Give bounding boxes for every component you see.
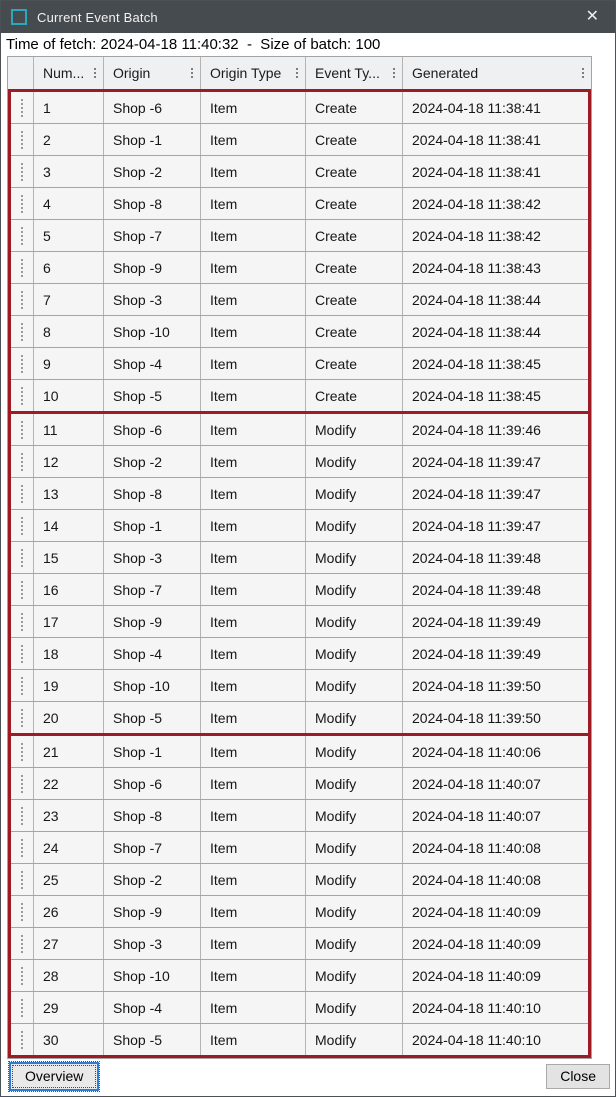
fetch-info-bar: [1, 33, 615, 56]
cell-event_type: Modify: [305, 510, 402, 541]
cell-event_type: Modify: [305, 478, 402, 509]
row-drag-handle-icon[interactable]: [21, 549, 23, 567]
cell-origin_type: Item: [200, 606, 305, 637]
cell-generated: 2024-04-18 11:40:07: [402, 768, 588, 799]
cell-event_type: Modify: [305, 670, 402, 701]
cell-generated: 2024-04-18 11:39:47: [402, 478, 588, 509]
cell-generated: 2024-04-18 11:40:09: [402, 928, 588, 959]
cell-origin_type: Item: [200, 800, 305, 831]
fetch-info-text: Time of fetch: 2024-04-18 11:40:32 - Size of batch: 100: [6, 36, 381, 53]
overview-button-label: Overview: [12, 1065, 96, 1088]
cell-num: 26: [33, 896, 103, 927]
cell-origin_type: Item: [200, 896, 305, 927]
cell-origin_type: Item: [200, 768, 305, 799]
cell-origin: Shop -6: [103, 414, 200, 445]
table-row[interactable]: [11, 701, 588, 733]
cell-num: 24: [33, 832, 103, 863]
cell-num: 11: [33, 414, 103, 445]
event-table: [7, 56, 592, 1059]
table-row[interactable]: [11, 315, 588, 347]
table-row[interactable]: [11, 283, 588, 315]
cell-generated: 2024-04-18 11:39:46: [402, 414, 588, 445]
row-drag-handle-icon[interactable]: [21, 807, 23, 825]
cell-origin: Shop -6: [103, 768, 200, 799]
cell-origin_type: Item: [200, 960, 305, 991]
cell-num: 30: [33, 1024, 103, 1055]
cell-origin: Shop -10: [103, 316, 200, 347]
cell-generated: 2024-04-18 11:38:44: [402, 316, 588, 347]
row-drag-handle-icon[interactable]: [21, 709, 23, 727]
row-handle-cell[interactable]: [11, 800, 33, 831]
cell-origin: Shop -4: [103, 348, 200, 379]
cell-event_type: Create: [305, 220, 402, 251]
row-drag-handle-icon[interactable]: [21, 1031, 23, 1049]
cell-origin: Shop -5: [103, 380, 200, 411]
cell-origin_type: Item: [200, 832, 305, 863]
cell-num: 15: [33, 542, 103, 573]
row-drag-handle-icon[interactable]: [21, 355, 23, 373]
cell-generated: 2024-04-18 11:40:09: [402, 960, 588, 991]
cell-event_type: Modify: [305, 896, 402, 927]
row-handle-cell[interactable]: [11, 736, 33, 767]
app-icon: [11, 9, 27, 25]
cell-origin_type: Item: [200, 252, 305, 283]
cell-origin_type: Item: [200, 928, 305, 959]
cell-num: 23: [33, 800, 103, 831]
table-row[interactable]: [11, 863, 588, 895]
cell-origin_type: Item: [200, 702, 305, 733]
cell-event_type: Create: [305, 252, 402, 283]
row-handle-cell[interactable]: [11, 606, 33, 637]
cell-origin_type: Item: [200, 446, 305, 477]
column-menu-icon[interactable]: [191, 68, 193, 78]
row-group: [8, 411, 591, 733]
cell-generated: 2024-04-18 11:40:08: [402, 864, 588, 895]
cell-origin_type: Item: [200, 864, 305, 895]
row-handle-cell[interactable]: [11, 92, 33, 123]
row-drag-handle-icon[interactable]: [21, 743, 23, 761]
row-handle-cell[interactable]: [11, 188, 33, 219]
cell-event_type: Modify: [305, 606, 402, 637]
cell-event_type: Modify: [305, 800, 402, 831]
row-handle-cell[interactable]: [11, 832, 33, 863]
cell-origin: Shop -3: [103, 542, 200, 573]
cell-event_type: Modify: [305, 638, 402, 669]
row-drag-handle-icon[interactable]: [21, 453, 23, 471]
cell-num: 10: [33, 380, 103, 411]
row-drag-handle-icon[interactable]: [21, 517, 23, 535]
cell-generated: 2024-04-18 11:39:49: [402, 638, 588, 669]
row-drag-handle-icon[interactable]: [21, 99, 23, 117]
row-drag-handle-icon[interactable]: [21, 485, 23, 503]
cell-origin: Shop -8: [103, 188, 200, 219]
cell-generated: 2024-04-18 11:38:44: [402, 284, 588, 315]
close-button[interactable]: Close: [546, 1064, 610, 1089]
cell-generated: 2024-04-18 11:39:48: [402, 574, 588, 605]
column-header-label: Origin Type: [210, 65, 282, 81]
cell-num: 16: [33, 574, 103, 605]
cell-event_type: Create: [305, 156, 402, 187]
cell-generated: 2024-04-18 11:38:42: [402, 220, 588, 251]
table-row[interactable]: [11, 1023, 588, 1055]
cell-generated: 2024-04-18 11:39:50: [402, 670, 588, 701]
cell-origin_type: Item: [200, 284, 305, 315]
table-row[interactable]: [11, 347, 588, 379]
table-row[interactable]: [11, 92, 588, 123]
cell-origin_type: Item: [200, 510, 305, 541]
cell-event_type: Create: [305, 316, 402, 347]
table-row[interactable]: [11, 959, 588, 991]
row-handle-cell[interactable]: [11, 316, 33, 347]
cell-origin: Shop -9: [103, 606, 200, 637]
cell-num: 2: [33, 124, 103, 155]
cell-num: 27: [33, 928, 103, 959]
table-row[interactable]: [11, 414, 588, 445]
column-header-label: Num...: [43, 65, 85, 81]
overview-button[interactable]: [9, 1062, 99, 1091]
table-row[interactable]: [11, 445, 588, 477]
cell-num: 18: [33, 638, 103, 669]
cell-origin: Shop -1: [103, 124, 200, 155]
cell-num: 13: [33, 478, 103, 509]
cell-event_type: Modify: [305, 702, 402, 733]
row-drag-handle-icon[interactable]: [21, 839, 23, 857]
cell-generated: 2024-04-18 11:40:10: [402, 992, 588, 1023]
cell-origin: Shop -8: [103, 800, 200, 831]
column-menu-icon[interactable]: [296, 68, 298, 78]
window-title: Current Event Batch: [37, 9, 158, 25]
cell-origin: Shop -3: [103, 284, 200, 315]
table-row[interactable]: [11, 573, 588, 605]
cell-num: 6: [33, 252, 103, 283]
table-row[interactable]: [11, 187, 588, 219]
cell-origin: Shop -2: [103, 156, 200, 187]
row-drag-handle-icon[interactable]: [21, 645, 23, 663]
table-row[interactable]: [11, 895, 588, 927]
cell-num: 3: [33, 156, 103, 187]
column-header-label: Generated: [412, 65, 479, 81]
row-group: [8, 89, 591, 411]
table-row[interactable]: [11, 379, 588, 411]
row-handle-cell[interactable]: [11, 864, 33, 895]
row-drag-handle-icon[interactable]: [21, 227, 23, 245]
cell-origin: Shop -5: [103, 1024, 200, 1055]
table-row[interactable]: [11, 767, 588, 799]
cell-generated: 2024-04-18 11:40:10: [402, 1024, 588, 1055]
cell-event_type: Create: [305, 124, 402, 155]
column-header-origin[interactable]: [103, 57, 200, 89]
row-drag-handle-icon[interactable]: [21, 323, 23, 341]
row-groups: [8, 89, 591, 1058]
cell-generated: 2024-04-18 11:38:43: [402, 252, 588, 283]
row-handle-cell[interactable]: [11, 542, 33, 573]
row-drag-handle-icon[interactable]: [21, 163, 23, 181]
table-row[interactable]: [11, 123, 588, 155]
cell-num: 14: [33, 510, 103, 541]
row-handle-cell[interactable]: [11, 1024, 33, 1055]
cell-origin_type: Item: [200, 124, 305, 155]
row-drag-handle-icon[interactable]: [21, 613, 23, 631]
cell-num: 20: [33, 702, 103, 733]
cell-origin_type: Item: [200, 478, 305, 509]
cell-event_type: Modify: [305, 768, 402, 799]
row-drag-handle-icon[interactable]: [21, 677, 23, 695]
column-header-origin-type[interactable]: [200, 57, 305, 89]
cell-generated: 2024-04-18 11:39:48: [402, 542, 588, 573]
table-row[interactable]: [11, 736, 588, 767]
row-handle-cell[interactable]: [11, 928, 33, 959]
row-drag-handle-icon[interactable]: [21, 259, 23, 277]
table-row[interactable]: [11, 831, 588, 863]
column-menu-icon[interactable]: [393, 68, 395, 78]
cell-generated: 2024-04-18 11:38:41: [402, 92, 588, 123]
cell-event_type: Create: [305, 380, 402, 411]
cell-num: 4: [33, 188, 103, 219]
row-handle-cell[interactable]: [11, 252, 33, 283]
cell-origin: Shop -1: [103, 736, 200, 767]
cell-origin_type: Item: [200, 670, 305, 701]
footer-bar: [1, 1059, 615, 1096]
cell-event_type: Modify: [305, 574, 402, 605]
row-handle-cell[interactable]: [11, 446, 33, 477]
cell-generated: 2024-04-18 11:40:06: [402, 736, 588, 767]
cell-origin: Shop -1: [103, 510, 200, 541]
row-drag-handle-icon[interactable]: [21, 967, 23, 985]
cell-event_type: Modify: [305, 414, 402, 445]
row-handle-cell[interactable]: [11, 992, 33, 1023]
cell-generated: 2024-04-18 11:38:45: [402, 380, 588, 411]
row-handle-cell[interactable]: [11, 768, 33, 799]
row-handle-cell[interactable]: [11, 574, 33, 605]
row-handle-cell[interactable]: [11, 414, 33, 445]
table-row[interactable]: [11, 219, 588, 251]
cell-num: 25: [33, 864, 103, 895]
cell-origin_type: Item: [200, 574, 305, 605]
cell-event_type: Modify: [305, 446, 402, 477]
table-row[interactable]: [11, 927, 588, 959]
cell-num: 8: [33, 316, 103, 347]
cell-origin: Shop -4: [103, 638, 200, 669]
column-header-handle: [8, 57, 33, 89]
cell-origin_type: Item: [200, 188, 305, 219]
cell-event_type: Create: [305, 188, 402, 219]
cell-event_type: Modify: [305, 992, 402, 1023]
cell-origin_type: Item: [200, 414, 305, 445]
row-drag-handle-icon[interactable]: [21, 387, 23, 405]
cell-origin: Shop -10: [103, 670, 200, 701]
table-row[interactable]: [11, 799, 588, 831]
cell-generated: 2024-04-18 11:38:41: [402, 124, 588, 155]
cell-generated: 2024-04-18 11:40:07: [402, 800, 588, 831]
row-drag-handle-icon[interactable]: [21, 871, 23, 889]
row-handle-cell[interactable]: [11, 702, 33, 733]
cell-num: 21: [33, 736, 103, 767]
column-header-label: Event Ty...: [315, 65, 380, 81]
cell-generated: 2024-04-18 11:39:47: [402, 446, 588, 477]
cell-event_type: Modify: [305, 832, 402, 863]
row-handle-cell[interactable]: [11, 478, 33, 509]
cell-origin: Shop -4: [103, 992, 200, 1023]
cell-generated: 2024-04-18 11:39:49: [402, 606, 588, 637]
row-handle-cell[interactable]: [11, 960, 33, 991]
row-drag-handle-icon[interactable]: [21, 935, 23, 953]
cell-origin_type: Item: [200, 542, 305, 573]
row-handle-cell[interactable]: [11, 638, 33, 669]
row-handle-cell[interactable]: [11, 284, 33, 315]
cell-event_type: Modify: [305, 928, 402, 959]
column-header-event-type[interactable]: [305, 57, 402, 89]
cell-generated: 2024-04-18 11:40:08: [402, 832, 588, 863]
cell-num: 19: [33, 670, 103, 701]
cell-event_type: Create: [305, 92, 402, 123]
cell-event_type: Modify: [305, 864, 402, 895]
cell-origin_type: Item: [200, 1024, 305, 1055]
table-header-row: [8, 57, 591, 89]
column-header-generated[interactable]: [402, 57, 591, 89]
cell-num: 9: [33, 348, 103, 379]
table-row[interactable]: [11, 541, 588, 573]
table-row[interactable]: [11, 637, 588, 669]
cell-origin: Shop -2: [103, 864, 200, 895]
cell-num: 22: [33, 768, 103, 799]
cell-event_type: Create: [305, 348, 402, 379]
row-drag-handle-icon[interactable]: [21, 421, 23, 439]
cell-generated: 2024-04-18 11:40:09: [402, 896, 588, 927]
column-header-num[interactable]: [33, 57, 103, 89]
cell-origin: Shop -8: [103, 478, 200, 509]
close-icon[interactable]: ✕: [585, 8, 599, 25]
cell-num: 28: [33, 960, 103, 991]
row-handle-cell[interactable]: [11, 670, 33, 701]
cell-generated: 2024-04-18 11:38:41: [402, 156, 588, 187]
cell-origin: Shop -5: [103, 702, 200, 733]
cell-origin: Shop -9: [103, 896, 200, 927]
table-row[interactable]: [11, 155, 588, 187]
row-drag-handle-icon[interactable]: [21, 581, 23, 599]
cell-origin_type: Item: [200, 220, 305, 251]
table-row[interactable]: [11, 477, 588, 509]
table-row[interactable]: [11, 509, 588, 541]
cell-origin: Shop -7: [103, 220, 200, 251]
cell-num: 5: [33, 220, 103, 251]
titlebar[interactable]: [1, 1, 615, 33]
row-drag-handle-icon[interactable]: [21, 903, 23, 921]
table-row[interactable]: [11, 251, 588, 283]
cell-event_type: Modify: [305, 736, 402, 767]
cell-origin_type: Item: [200, 156, 305, 187]
cell-event_type: Modify: [305, 1024, 402, 1055]
cell-event_type: Modify: [305, 960, 402, 991]
row-drag-handle-icon[interactable]: [21, 195, 23, 213]
table-row[interactable]: [11, 669, 588, 701]
cell-num: 1: [33, 92, 103, 123]
row-handle-cell[interactable]: [11, 156, 33, 187]
row-handle-cell[interactable]: [11, 510, 33, 541]
cell-origin_type: Item: [200, 638, 305, 669]
cell-generated: 2024-04-18 11:39:50: [402, 702, 588, 733]
cell-num: 7: [33, 284, 103, 315]
cell-origin_type: Item: [200, 92, 305, 123]
cell-num: 29: [33, 992, 103, 1023]
column-menu-icon[interactable]: [94, 68, 96, 78]
row-handle-cell[interactable]: [11, 380, 33, 411]
cell-num: 12: [33, 446, 103, 477]
table-row[interactable]: [11, 991, 588, 1023]
cell-event_type: Modify: [305, 542, 402, 573]
column-header-label: Origin: [113, 65, 151, 81]
row-handle-cell[interactable]: [11, 896, 33, 927]
table-row[interactable]: [11, 605, 588, 637]
row-drag-handle-icon[interactable]: [21, 999, 23, 1017]
cell-origin_type: Item: [200, 348, 305, 379]
cell-origin: Shop -7: [103, 574, 200, 605]
cell-origin_type: Item: [200, 380, 305, 411]
cell-origin_type: Item: [200, 736, 305, 767]
cell-origin: Shop -9: [103, 252, 200, 283]
cell-origin: Shop -6: [103, 92, 200, 123]
cell-generated: 2024-04-18 11:38:42: [402, 188, 588, 219]
cell-generated: 2024-04-18 11:38:45: [402, 348, 588, 379]
column-menu-icon[interactable]: [582, 68, 584, 78]
cell-origin: Shop -7: [103, 832, 200, 863]
cell-generated: 2024-04-18 11:39:47: [402, 510, 588, 541]
row-handle-cell[interactable]: [11, 348, 33, 379]
row-drag-handle-icon[interactable]: [21, 291, 23, 309]
cell-origin_type: Item: [200, 316, 305, 347]
row-drag-handle-icon[interactable]: [21, 131, 23, 149]
cell-origin_type: Item: [200, 992, 305, 1023]
cell-origin: Shop -2: [103, 446, 200, 477]
cell-event_type: Create: [305, 284, 402, 315]
row-group: [8, 733, 591, 1058]
cell-num: 17: [33, 606, 103, 637]
cell-origin: Shop -10: [103, 960, 200, 991]
row-handle-cell[interactable]: [11, 220, 33, 251]
row-drag-handle-icon[interactable]: [21, 775, 23, 793]
row-handle-cell[interactable]: [11, 124, 33, 155]
cell-origin: Shop -3: [103, 928, 200, 959]
